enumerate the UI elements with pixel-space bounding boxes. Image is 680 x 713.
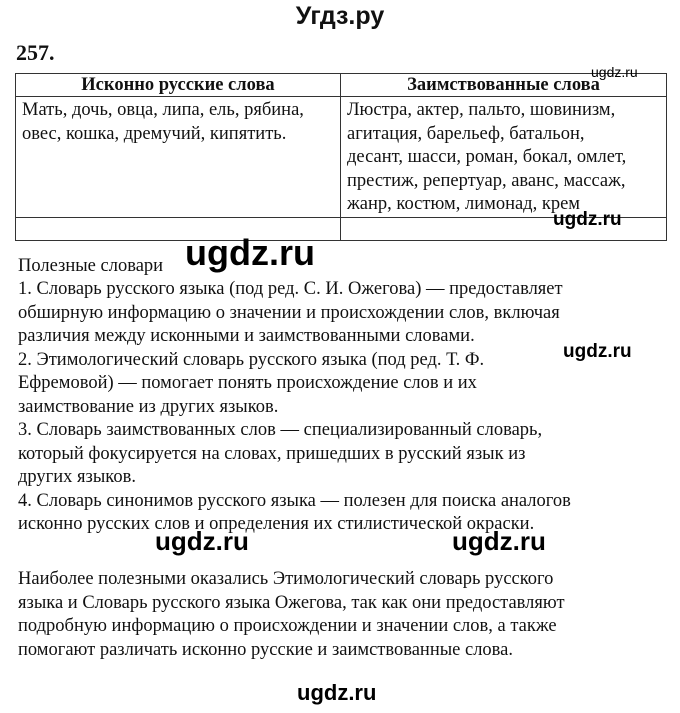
dictionary-item-4 <box>18 490 668 537</box>
text-line: подробную информацию о происхождении и значении слов, а также <box>18 616 557 636</box>
text-line: 3. Словарь заимствованных слов — специализированный словарь, <box>18 420 543 440</box>
text-line: 1. Словарь русского языка (под ред. С. И. Ожегова) — предоставляет <box>18 279 563 299</box>
watermark: ugdz.ru <box>553 209 622 230</box>
dictionaries-heading: Полезные словари <box>18 256 164 276</box>
text-line: обширную информацию о значении и происхождении слов, включая <box>18 302 560 323</box>
text-line: заимствование из других языков. <box>18 396 279 417</box>
text-line: который фокусируется на словах, пришедших в русский язык из <box>18 443 526 464</box>
dictionary-item-1 <box>18 278 668 349</box>
text-line: помогают различать исконно русские и заимствованные слова. <box>18 639 514 660</box>
text-line: языка и Словарь русского языка Ожегова, так как они предоставляют <box>18 592 565 613</box>
cell-line: Люстра, актер, пальто, шовинизм, <box>347 100 616 120</box>
watermark: ugdz.ru <box>563 341 632 362</box>
native-words-cell <box>16 97 341 218</box>
table-header-row <box>16 74 667 97</box>
text-line: Наиболее полезными оказались Этимологический словарь русского <box>18 569 554 589</box>
column-header-native: Исконно русские слова <box>16 74 341 97</box>
text-line: 2. Этимологический словарь русского языка (под ред. Т. Ф. <box>18 349 485 370</box>
cell-line: овес, кошка, дремучий, кипятить. <box>22 123 287 144</box>
cell-line: престиж, репертуар, аванс, массаж, <box>347 170 626 191</box>
site-title: Угдз.ру <box>295 2 385 30</box>
watermark: ugdz.ru <box>297 680 377 705</box>
watermark: ugdz.ru <box>155 526 249 556</box>
cell-line: жанр, костюм, лимонад, крем <box>347 194 581 214</box>
column-header-borrowed: Заимствованные слова <box>341 74 667 97</box>
text-line: 4. Словарь синонимов русского языка — полезен для поиска аналогов <box>18 490 571 511</box>
watermark: ugdz.ru <box>185 232 315 273</box>
cell-line: агитация, барельеф, батальон, <box>347 123 585 144</box>
borrowed-words-cell <box>341 97 667 218</box>
cell-line: Мать, дочь, овца, липа, ель, рябина, <box>22 100 304 120</box>
text-line: различия между исконными и заимствованными словами. <box>18 326 475 346</box>
text-line: Ефремовой) — помогает понять происхождение слов и их <box>18 373 477 393</box>
conclusion-paragraph <box>18 568 668 662</box>
dictionary-item-3 <box>18 419 668 490</box>
table-row <box>16 97 667 218</box>
cell-line: десант, шасси, роман, бокал, омлет, <box>347 147 627 167</box>
text-line: других языков. <box>18 467 136 487</box>
watermark: ugdz.ru <box>452 526 546 556</box>
text-line: исконно русских слов и определения их стилистической окраски. <box>18 514 535 534</box>
task-number: 257. <box>16 40 55 65</box>
watermark: ugdz.ru <box>591 64 638 80</box>
